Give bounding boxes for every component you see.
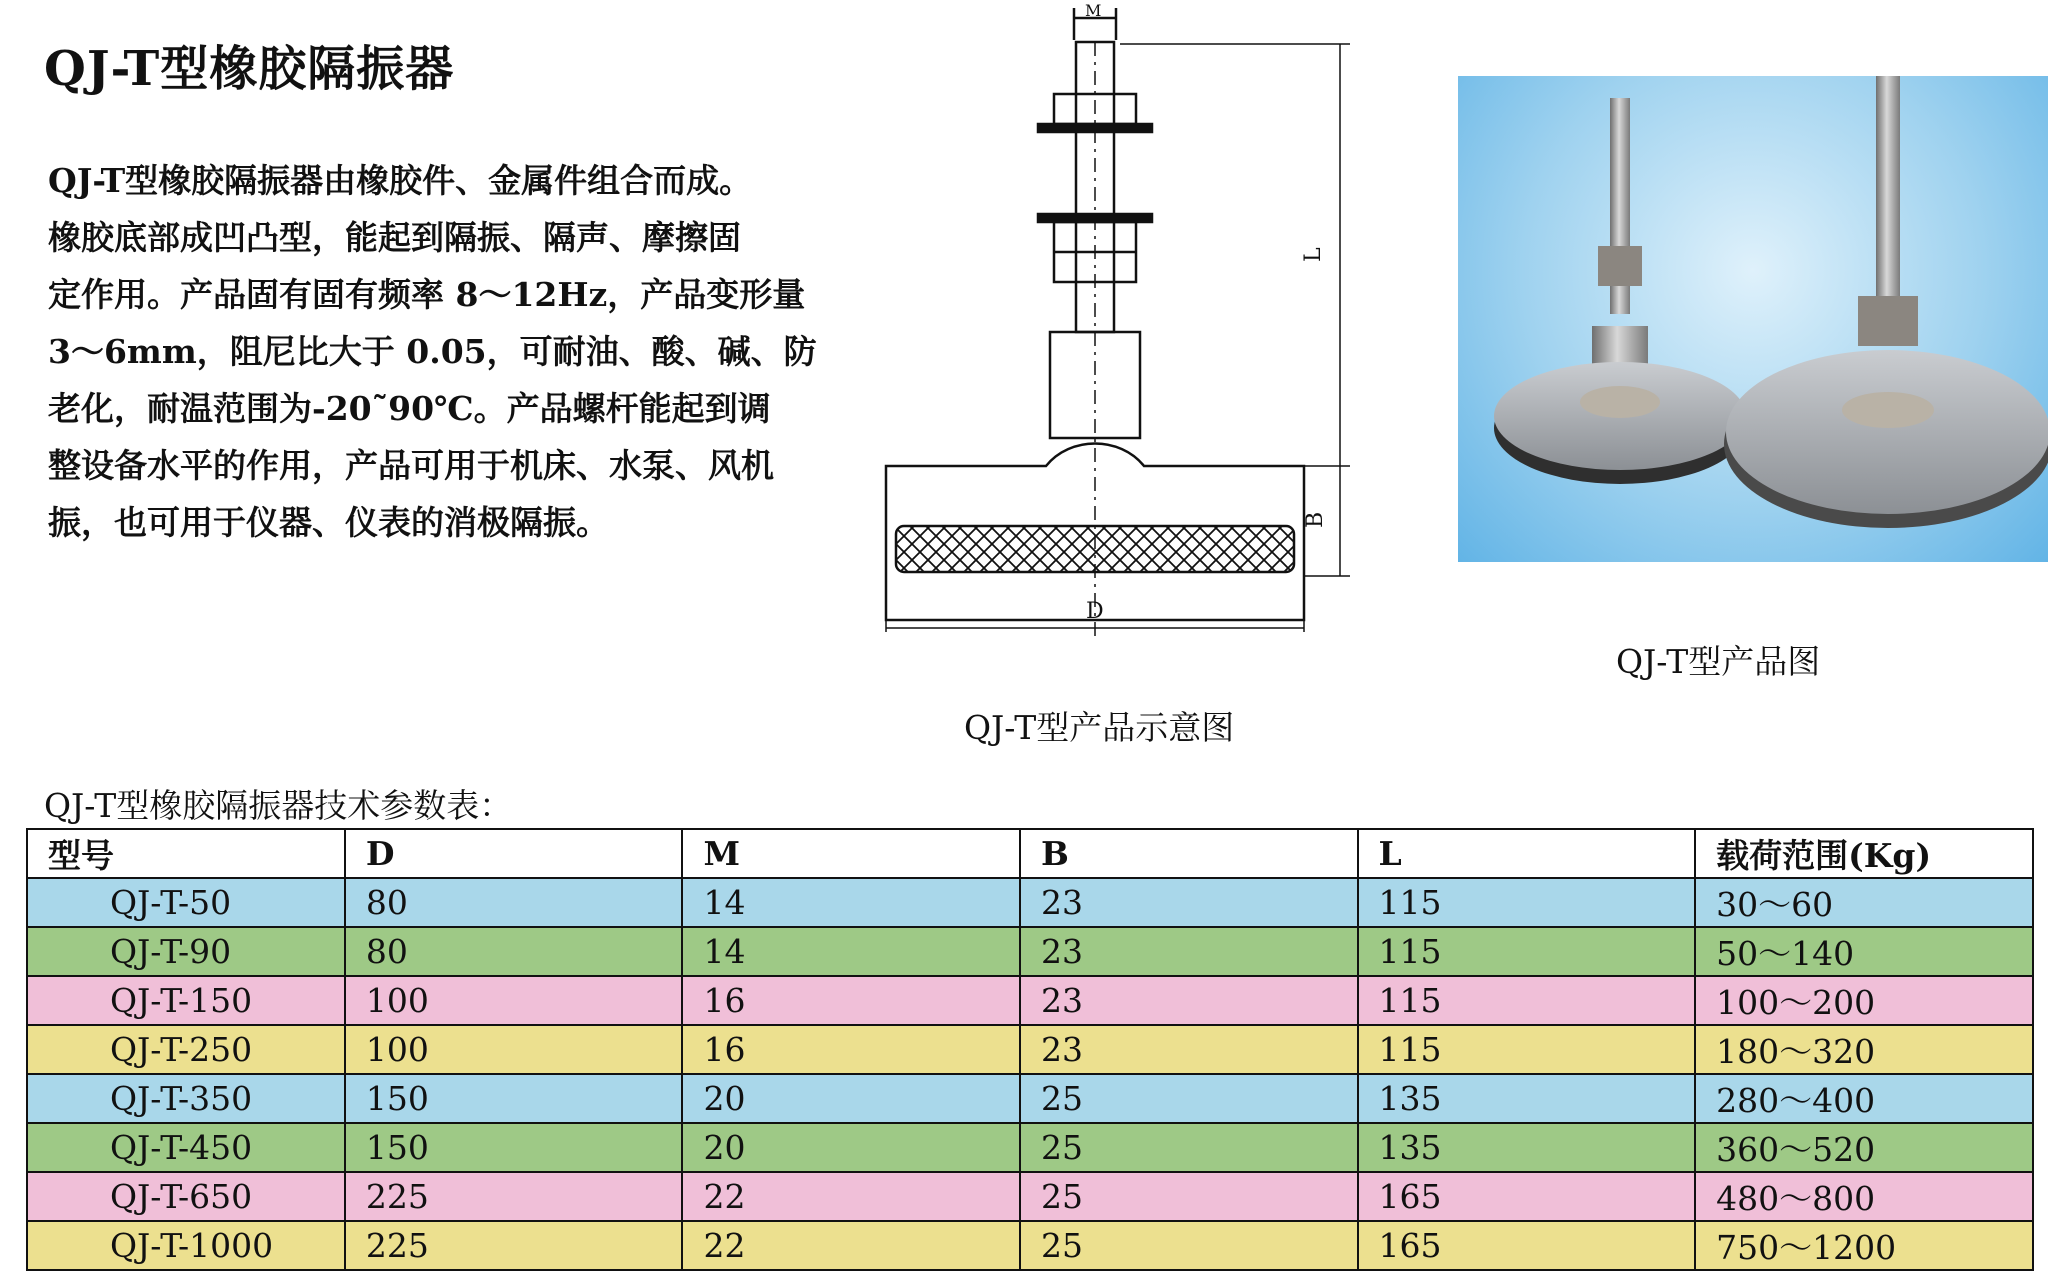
cell-load-range: 30～60 [1695,878,2033,927]
page-title: QJ-T型橡胶隔振器 [44,41,455,97]
cell-b: 25 [1020,1172,1358,1221]
product-photo [1458,76,2048,562]
header-model: 型号 [27,829,345,878]
cell-load-range: 280～400 [1695,1074,2033,1123]
cell-m: 16 [682,1025,1020,1074]
header-load-range: 载荷范围(Kg) [1695,829,2033,878]
spec-table [26,828,2034,1271]
cell-m: 20 [682,1123,1020,1172]
cell-d: 100 [345,976,683,1025]
cell-m: 14 [682,878,1020,927]
table-row [27,927,2033,976]
cell-load-range: 750～1200 [1695,1221,2033,1270]
cell-b: 23 [1020,1025,1358,1074]
cell-model: QJ-T-90 [27,927,345,976]
cell-b: 25 [1020,1123,1358,1172]
cell-model: QJ-T-450 [27,1123,345,1172]
table-row [27,976,2033,1025]
table-row [27,1172,2033,1221]
description-line: 3～6mm，阻尼比大于 0.05，可耐油、酸、碱、防 [48,332,817,371]
description-line: 老化，耐温范围为-20˜90℃。产品螺杆能起到调 [48,389,771,428]
cell-model: QJ-T-50 [27,878,345,927]
schematic-caption: QJ-T型产品示意图 [964,708,1235,747]
header-d: D [345,829,683,878]
header-m: M [682,829,1020,878]
cell-m: 22 [682,1172,1020,1221]
cell-d: 225 [345,1172,683,1221]
cell-l: 135 [1358,1074,1696,1123]
cell-m: 14 [682,927,1020,976]
table-row [27,1074,2033,1123]
cell-b: 23 [1020,927,1358,976]
cell-l: 135 [1358,1123,1696,1172]
cell-d: 80 [345,878,683,927]
cell-b: 25 [1020,1074,1358,1123]
table-row [27,878,2033,927]
cell-b: 25 [1020,1221,1358,1270]
cell-d: 225 [345,1221,683,1270]
cell-model: QJ-T-350 [27,1074,345,1123]
description-line: 定作用。产品固有固有频率 8～12Hz，产品变形量 [48,275,806,314]
cell-d: 100 [345,1025,683,1074]
dimension-label-b: B [1303,511,1328,528]
table-row [27,1123,2033,1172]
cell-l: 115 [1358,878,1696,927]
product-schematic-diagram [870,0,1370,640]
cell-m: 22 [682,1221,1020,1270]
table-header-row [27,829,2033,878]
header-b: B [1020,829,1358,878]
cell-load-range: 50～140 [1695,927,2033,976]
cell-l: 165 [1358,1221,1696,1270]
cell-l: 165 [1358,1172,1696,1221]
description-line: 振，也可用于仪器、仪表的消极隔振。 [48,503,609,542]
cell-load-range: 360～520 [1695,1123,2033,1172]
cell-l: 115 [1358,1025,1696,1074]
photo-caption: QJ-T型产品图 [1616,642,1821,681]
cell-m: 16 [682,976,1020,1025]
table-row [27,1025,2033,1074]
cell-load-range: 480～800 [1695,1172,2033,1221]
header-l: L [1358,829,1696,878]
cell-load-range: 180～320 [1695,1025,2033,1074]
cell-model: QJ-T-150 [27,976,345,1025]
cell-b: 23 [1020,878,1358,927]
dimension-label-d: D [1086,599,1104,624]
cell-d: 150 [345,1123,683,1172]
table-row [27,1221,2033,1270]
cell-l: 115 [1358,976,1696,1025]
cell-load-range: 100～200 [1695,976,2033,1025]
cell-l: 115 [1358,927,1696,976]
dimension-label-m: M [1085,1,1102,20]
cell-m: 20 [682,1074,1020,1123]
product-description [48,152,868,551]
cell-d: 150 [345,1074,683,1123]
dimension-label-l: L [1301,247,1326,262]
cell-model: QJ-T-250 [27,1025,345,1074]
cell-b: 23 [1020,976,1358,1025]
table-title: QJ-T型橡胶隔振器技术参数表： [44,786,513,825]
description-line: 整设备水平的作用，产品可用于机床、水泵、风机 [48,446,774,485]
cell-model: QJ-T-650 [27,1172,345,1221]
description-line: QJ-T型橡胶隔振器由橡胶件、金属件组合而成。 [48,161,753,200]
cell-d: 80 [345,927,683,976]
cell-model: QJ-T-1000 [27,1221,345,1270]
description-line: 橡胶底部成凹凸型，能起到隔振、隔声、摩擦固 [48,218,741,257]
